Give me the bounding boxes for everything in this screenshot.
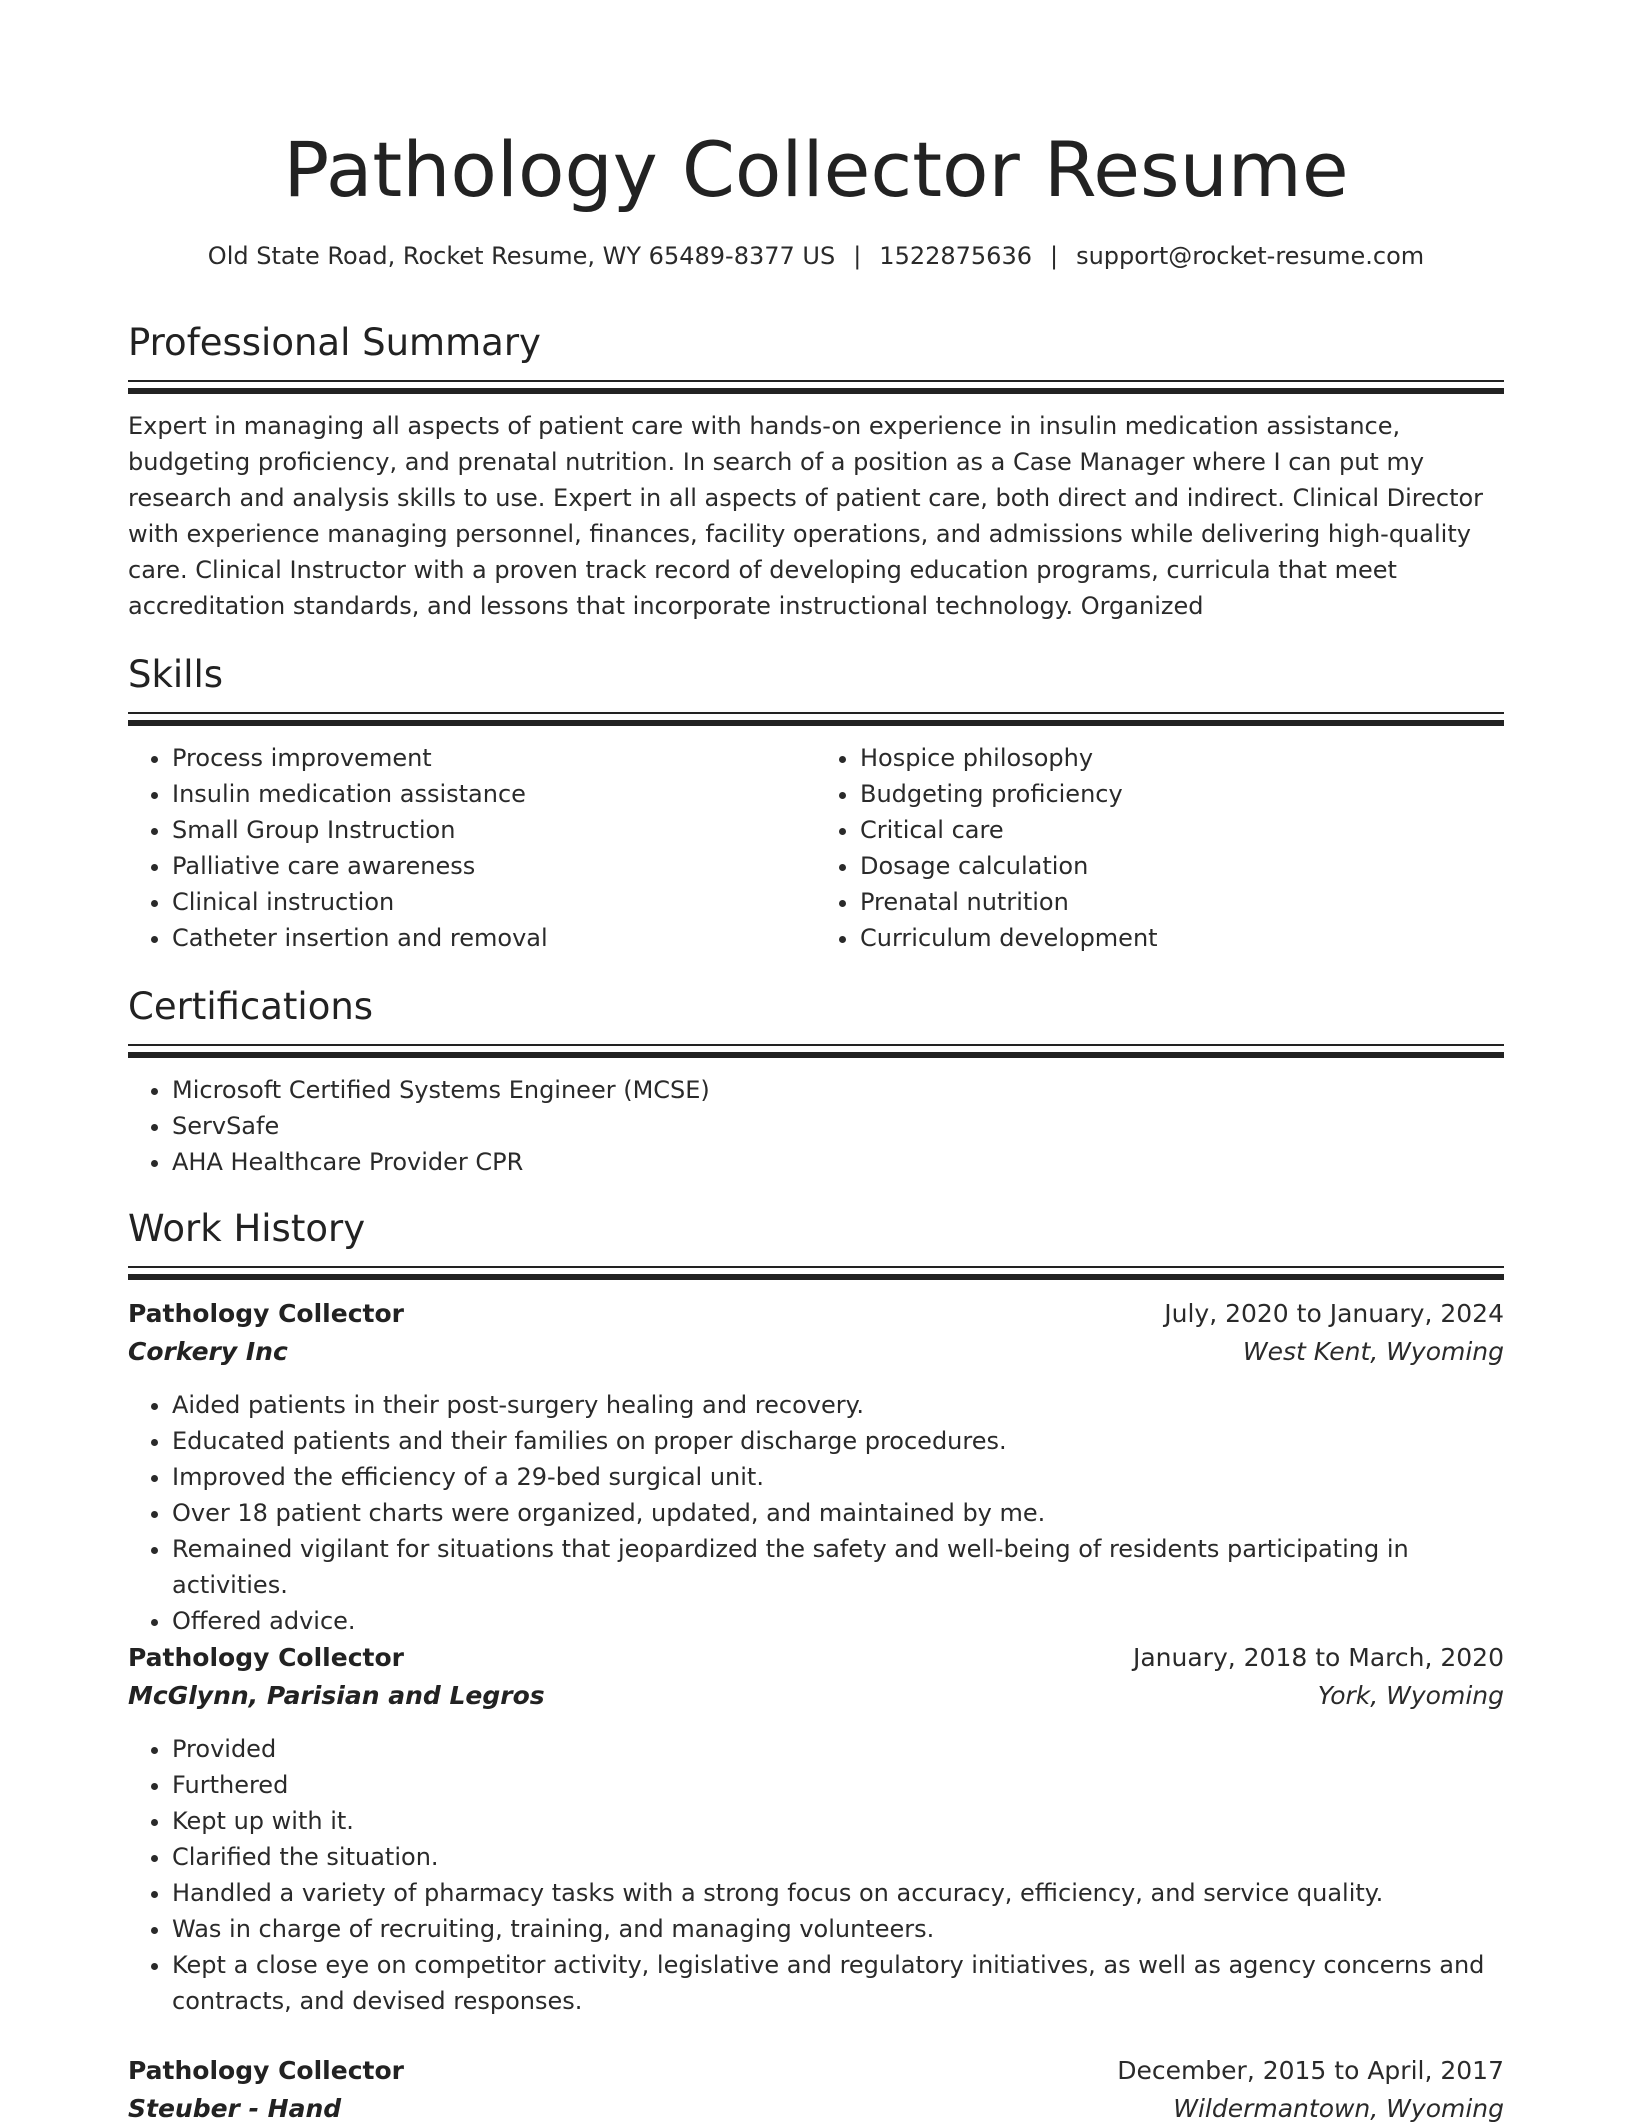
job-header-row	[128, 2052, 1504, 2090]
contact-separator: |	[853, 242, 862, 270]
summary-heading: Professional Summary	[128, 321, 541, 364]
skill-item: • Palliative care awareness	[172, 848, 816, 884]
skills-columns	[128, 740, 1504, 956]
skill-item: • Dosage calculation	[860, 848, 1504, 884]
job-entry	[128, 1639, 1504, 2019]
contact-separator: |	[1050, 242, 1059, 270]
skills-section	[128, 650, 1504, 956]
summary-text: Expert in managing all aspects of patient care with hands-on experience in insulin medication assistance, budgeting proficiency, and prenatal nutrition. In search of a position as a Case Manager where I can put my research and analysis skills to use. Expert in all aspects of patient care, both direct and indirect. Clinical Director with experience managing personnel, finances, facility operations, and admissions while delivering high-quality care. Clinical Instructor with a proven track record of developing education programs, curricula that meet accreditation standards, and lessons that incorporate instructional technology. Organized	[128, 412, 1484, 620]
job-bullet: • Kept a close eye on competitor activity, legislative and regulatory initiatives, as well as agency concerns and contracts, and devised responses.	[172, 1947, 1504, 2019]
job-header-row	[128, 1639, 1504, 1677]
work-history-section	[128, 1204, 1504, 1280]
skill-item: • Budgeting proficiency	[860, 776, 1504, 812]
job-bullet: • Clarified the situation.	[172, 1839, 1504, 1875]
skill-item: • Insulin medication assistance	[172, 776, 816, 812]
job-bullet: • Aided patients in their post-surgery healing and recovery.	[172, 1387, 1504, 1423]
contact-line	[128, 238, 1504, 274]
skill-item: • Curriculum development	[860, 920, 1504, 956]
certifications-heading: Certifications	[128, 985, 374, 1028]
section-divider	[128, 712, 1504, 726]
job-dates: December, 2015 to April, 2017	[1117, 2056, 1504, 2085]
job-bullet: • Provided	[172, 1731, 1504, 1767]
job-bullets	[128, 1387, 1504, 1639]
skill-item: • Hospice philosophy	[860, 740, 1504, 776]
skills-heading: Skills	[128, 653, 224, 696]
job-dates: January, 2018 to March, 2020	[1132, 1643, 1504, 1672]
job-bullet: • Remained vigilant for situations that jeopardized the safety and well-being of residents participating in activities.	[172, 1531, 1504, 1603]
resume-title: Pathology Collector Resume	[283, 125, 1349, 214]
job-location: Wildermantown, Wyoming	[1173, 2094, 1504, 2123]
certification-item: • AHA Healthcare Provider CPR	[172, 1144, 1504, 1180]
skill-item: • Clinical instruction	[172, 884, 816, 920]
job-subheader-row	[128, 1677, 1504, 1715]
certification-item: • Microsoft Certified Systems Engineer (MCSE)	[172, 1072, 1504, 1108]
job-dates: July, 2020 to January, 2024	[1164, 1299, 1504, 1328]
skill-item: • Prenatal nutrition	[860, 884, 1504, 920]
job-entry	[128, 2052, 1504, 2128]
contact-email: support@rocket-resume.com	[1076, 242, 1425, 270]
job-title: Pathology Collector	[128, 1643, 404, 1672]
job-bullet: • Was in charge of recruiting, training, and managing volunteers.	[172, 1911, 1504, 1947]
job-entry	[128, 1295, 1504, 1639]
job-location: York, Wyoming	[1317, 1681, 1504, 1710]
certifications-section	[128, 982, 1504, 1180]
skill-item: • Process improvement	[172, 740, 816, 776]
contact-phone: 1522875636	[879, 242, 1032, 270]
job-title: Pathology Collector	[128, 2056, 404, 2085]
job-location: West Kent, Wyoming	[1242, 1337, 1504, 1366]
skill-item: • Small Group Instruction	[172, 812, 816, 848]
job-bullet: • Improved the efficiency of a 29-bed surgical unit.	[172, 1459, 1504, 1495]
job-bullet: • Offered advice.	[172, 1603, 1504, 1639]
certifications-list	[128, 1072, 1504, 1180]
job-subheader-row	[128, 1333, 1504, 1371]
section-divider	[128, 1044, 1504, 1058]
job-subheader-row	[128, 2090, 1504, 2128]
job-bullets	[128, 1731, 1504, 2019]
job-bullet: • Handled a variety of pharmacy tasks with a strong focus on accuracy, efficiency, and service quality.	[172, 1875, 1504, 1911]
job-company: Corkery Inc	[128, 1337, 288, 1366]
section-divider	[128, 1266, 1504, 1280]
job-bullet: • Furthered	[172, 1767, 1504, 1803]
section-divider	[128, 380, 1504, 394]
skills-list-right	[816, 740, 1504, 956]
job-company: Steuber - Hand	[128, 2094, 342, 2123]
job-title: Pathology Collector	[128, 1299, 404, 1328]
skills-list-left	[128, 740, 816, 956]
skill-item: • Catheter insertion and removal	[172, 920, 816, 956]
job-bullet: • Educated patients and their families on proper discharge procedures.	[172, 1423, 1504, 1459]
certification-item: • ServSafe	[172, 1108, 1504, 1144]
summary-section	[128, 318, 1504, 624]
job-bullet: • Kept up with it.	[172, 1803, 1504, 1839]
job-header-row	[128, 1295, 1504, 1333]
work-history-heading: Work History	[128, 1207, 366, 1250]
job-bullet: • Over 18 patient charts were organized, updated, and maintained by me.	[172, 1495, 1504, 1531]
job-company: McGlynn, Parisian and Legros	[128, 1681, 545, 1710]
skill-item: • Critical care	[860, 812, 1504, 848]
contact-address: Old State Road, Rocket Resume, WY 65489-8377 US	[207, 242, 836, 270]
